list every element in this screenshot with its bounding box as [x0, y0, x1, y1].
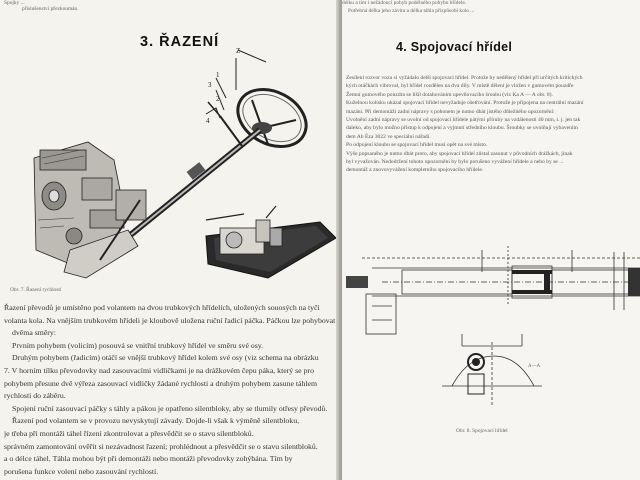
left-line-2: volanta kola. Na vnějším trubkovém hřídeli je kloubově uložena ruční řadicí páčka. Páčkou lze pohybovat — [4, 315, 336, 325]
right-line-8: dem Ab Éza 3022 ve speciální nářadí. — [346, 133, 431, 140]
left-line-13: a o délce táhel. Táhla mohou být při demontáži nebo montáži převodovky zohýbána. Tím by — [4, 454, 293, 464]
right-line-2: kých otáčkách vibroval, byl hřídel rozdělen na dva díly. V místě dělení je vložen v gumovém pouzdře — [346, 83, 574, 90]
section-label-aa: A—A — [528, 364, 541, 369]
figure-8-caption: Obr. 8. Spojovací hřídel — [456, 428, 508, 434]
section-title-shaft: 4. Spojovací hřídel — [396, 40, 513, 54]
left-line-8: rychlosti do záběru. — [4, 391, 66, 401]
right-body-text — [346, 74, 638, 175]
right-top-line-2: Potřebná délka jeho závitu a délka táhla přizpůsobí kolo ... — [348, 8, 475, 14]
propeller-shaft-drawing — [342, 246, 640, 426]
right-line-5: mazání. Při demontáži zadní nápravy s pohonem je nutno dbát jistého důležitého upozornění: — [346, 108, 555, 115]
left-line-11: je třeba při montáži táhel řízení zkontrolovat a přesvědčit se o stavu silentbloků. — [4, 428, 254, 438]
right-line-4: Kuželnou kolísku ukázal spojovací hřídel nevyžaduje ošetřování. Protože je připojena na centrální mazání — [346, 100, 584, 107]
left-line-5: Druhým pohybem (řadicím) otáčí se vnější trubkový hřídel kolem své osy (viz schema na obrázku — [12, 353, 319, 363]
right-line-3: Žemní gumového pouzdra se lišil dotahováním upevňovacího šroubu (viz Ka A — A obr. 8). — [346, 91, 553, 98]
right-line-11: byl vyvažován. Nedodržení tohoto upozornění by bylo porušeno vyvážení hřídele a nebo by se ... — [346, 159, 564, 166]
label-z: Z — [236, 48, 241, 55]
right-line-6: Uvolnění zadní nápravy se uvolní od spojovací hřídele pátými příruby na vzdálenosti 40 mm, t. j. jen tak — [346, 117, 581, 124]
right-top-line-1: délku a tím i nežádoucí pohyb podélného pohybu hřídele. — [342, 0, 467, 6]
label-2: 2 — [216, 96, 220, 103]
right-line-7: daleko, aby bylo možno přístup k odpojení a vyjmutí středního kloubu. Šroubky se uvolňují vybavením — [346, 125, 578, 132]
right-line-1: Zesílení rozvor vozu si vyžádalo delší spojovací hřídel. Protože by nedělený hřídel při určitých kritických — [346, 75, 583, 81]
left-line-1: Řazení převodů je umístěno pod volantem na dvou trubkových hřídelích, uložených souosých na tyči — [4, 303, 320, 312]
right-line-12: demontáž a znovuvyvážení kompletního spojovacího hřídele. — [346, 167, 484, 174]
left-line-14: porušena funkce volení nebo zasouvání rychlostí. — [4, 466, 159, 476]
left-line-12: správném zamontování ověřit si nezávadnost řazení; prohlédnout a přesvědčit se o stavu silentbloků. — [4, 441, 318, 451]
left-line-9: Spojení ruční zasouvací páčky s táhly a pákou je opatřeno silentbloky, aby se tlumily otřesy převodů. — [12, 403, 328, 413]
figure-7-caption: Obr. 7. Řazení rychlostí — [10, 287, 62, 293]
label-3: 3 — [208, 82, 212, 89]
left-top-line-1: Spojky ... — [4, 0, 25, 6]
section-title-shifting: 3. ŘAZENÍ — [140, 34, 220, 50]
left-line-10: Řazení pod volantem se v provozu nevyskytují závady. Dojde-li však k výměně silentbloku, — [12, 416, 300, 426]
gear-shift-illustration — [30, 50, 340, 290]
label-1: 1 — [216, 72, 220, 79]
right-page — [342, 0, 640, 480]
right-line-9: Po odpojení kloubu se spojovací hřídel musí opět na své místo. — [346, 142, 488, 149]
label-4: 4 — [206, 118, 210, 125]
left-line-7: pohybem přesune dvě výřeza zasouvací vidličky žádané rychlosti a druhým pohybem zasune táhlem — [4, 378, 318, 388]
left-line-3: dvěma směry: — [12, 328, 56, 338]
left-body-text — [4, 302, 336, 478]
left-line-4: Prvním pohybem (volicím) posouvá se vnitřní trubkový hřídel ve směru své osy. — [12, 340, 264, 350]
right-line-10: Výše popsaného je nutno dbát proto, aby spojovací hřídel zůstal zasunut v původních drážkách, jinak — [346, 150, 573, 157]
left-top-line-2: příslušenství přezkoumán. — [22, 6, 79, 12]
left-line-6: 7. V horním tílku převodovky nad zasouvacími vidličkami je na drážkovém čepu páka, který se pro — [4, 365, 314, 375]
